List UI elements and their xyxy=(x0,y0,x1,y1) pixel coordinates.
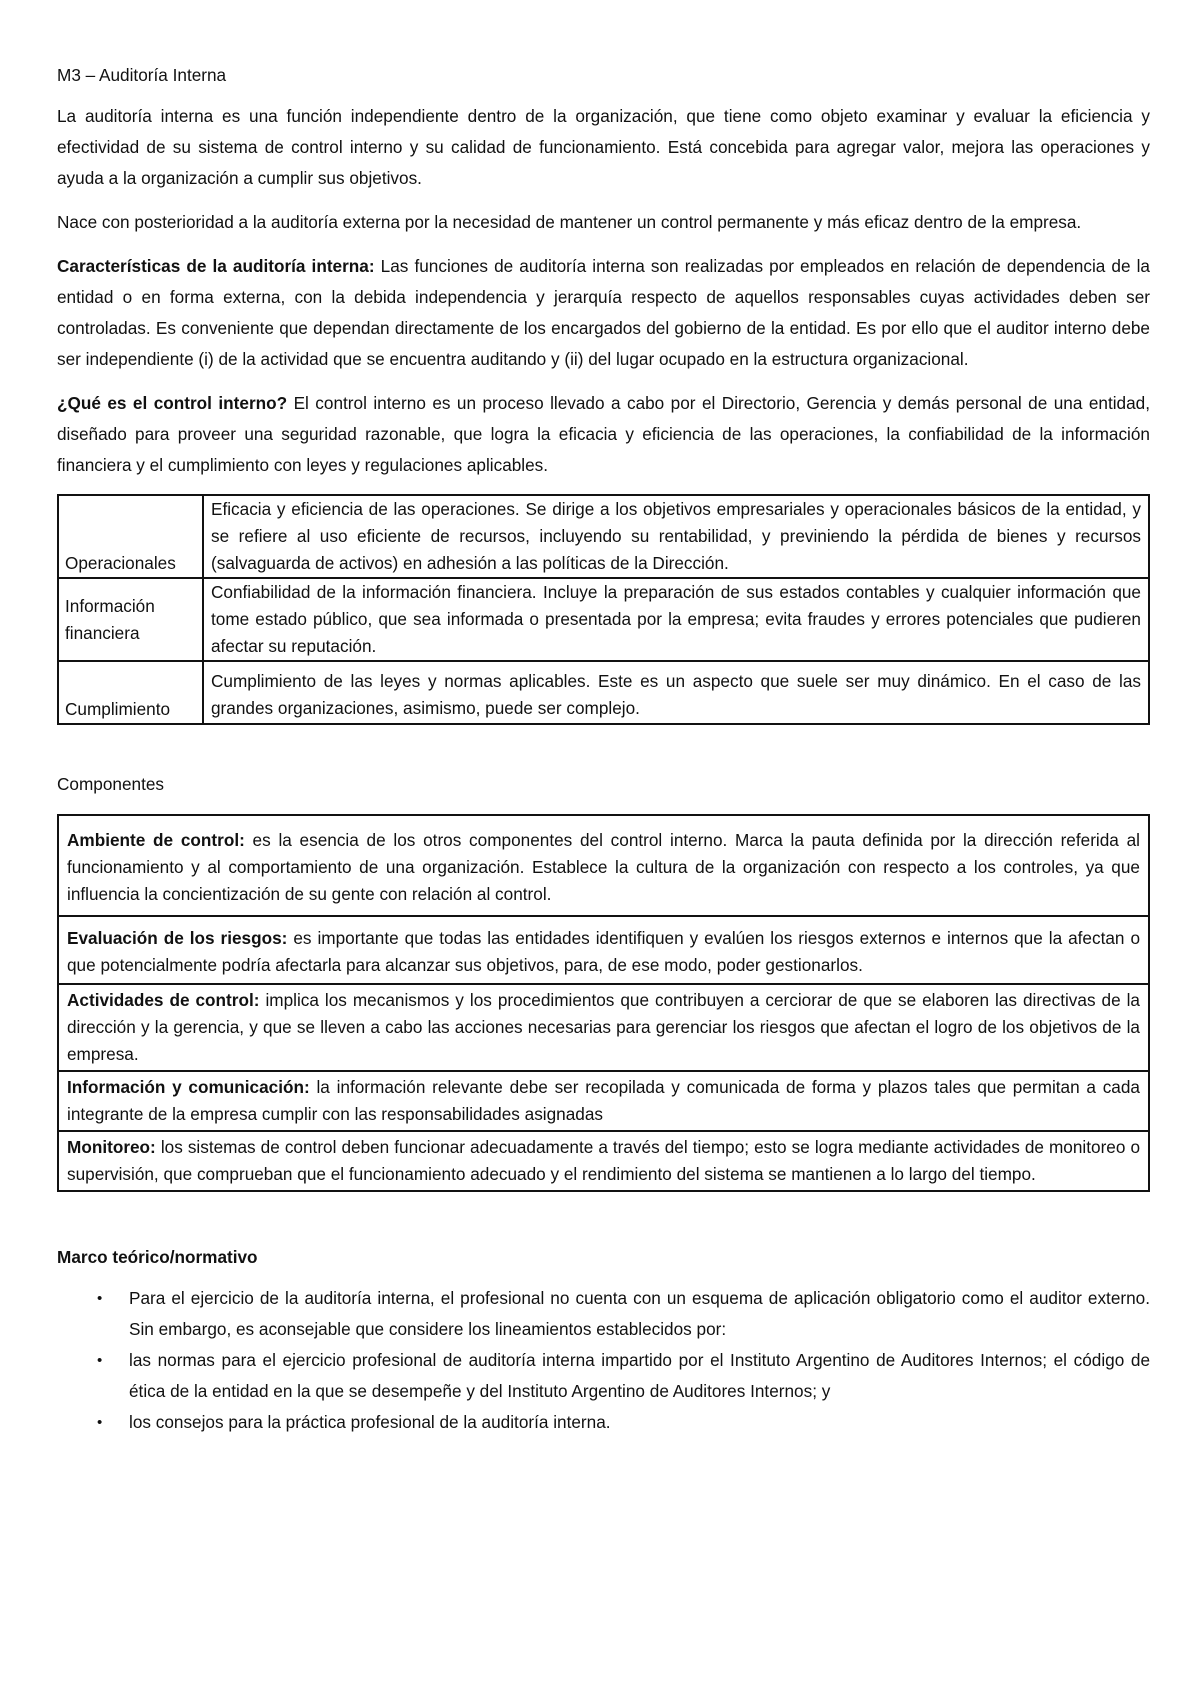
componente-text: es importante que todas las entidades identifiquen y evalúen los riesgos externos e internos que la afectan o que potencialmente podría afectarla para alcanzar sus objetivos, para, de ese modo, poder gestionarlos. xyxy=(67,928,1140,975)
objetivo-label: Cumplimiento xyxy=(58,661,203,724)
list-item xyxy=(57,1407,1150,1438)
list-item xyxy=(57,1283,1150,1345)
table-row xyxy=(58,984,1149,1071)
componente-label: Monitoreo: xyxy=(67,1137,156,1157)
table-row xyxy=(58,495,1149,578)
componente-label: Actividades de control: xyxy=(67,990,260,1010)
componente-label: Ambiente de control: xyxy=(67,830,245,850)
document-content xyxy=(57,60,1150,1438)
table-row xyxy=(58,815,1149,916)
list-item-text: las normas para el ejercicio profesional de auditoría interna impartido por el Instituto Argentino de Auditores Internos; el código de ética de la entidad en la que se desempeñe y del Instituto Argentino de Auditores Internos; y xyxy=(129,1350,1150,1401)
bullet-icon: • xyxy=(97,1414,103,1431)
objetivo-text: Confiabilidad de la información financiera. Incluye la preparación de sus estados contables y cualquier información que tome estado público, que sea informada o presentada por la empresa; evita fraudes y errores potenciales que pudieren afectar su reputación. xyxy=(203,578,1149,661)
componente-text: es la esencia de los otros componentes del control interno. Marca la pauta definida por la dirección referida al funcionamiento y al comportamiento de una organización. Establece la cultura de la organización con respecto a los controles, ya que influencia la concientización de su gente con relación al control. xyxy=(67,830,1140,904)
componente-cell xyxy=(58,1131,1149,1191)
objetivo-label: Información financiera xyxy=(58,578,203,661)
marco-heading xyxy=(57,1242,1150,1273)
control-interno-text: El control interno es un proceso llevado a cabo por el Directorio, Gerencia y demás personal de una entidad, diseñado para proveer una seguridad razonable, que logra la eficacia y eficiencia de las operaciones, la confiabilidad de la información financiera y el cumplimiento con leyes y regulaciones aplicables. xyxy=(57,393,1151,475)
intro-paragraph: La auditoría interna es una función independiente dentro de la organización, que tiene como objeto examinar y evaluar la eficiencia y efectividad de su sistema de control interno y su calidad de funcionamiento. Está concebida para agregar valor, mejora las operaciones y ayuda a la organización a cumplir sus objetivos. xyxy=(57,106,1150,188)
bullet-icon: • xyxy=(97,1290,103,1307)
componente-label: Evaluación de los riesgos: xyxy=(67,928,288,948)
caracteristicas-text: Las funciones de auditoría interna son realizadas por empleados en relación de dependencia de la entidad o en forma externa, con la debida independencia y jerarquía respecto de aquellos responsables cuyas actividades deben ser controladas. Es conveniente que dependan directamente de los encargados del gobierno de la entidad. Es por ello que el auditor interno debe ser independiente (i) de la actividad que se encuentra auditando y (ii) del lugar ocupado en la estructura organizacional. xyxy=(57,256,1150,369)
componente-cell xyxy=(58,916,1149,984)
marco-heading-text: Marco teórico/normativo xyxy=(57,1247,258,1267)
intro-paragraph: Nace con posterioridad a la auditoría externa por la necesidad de mantener un control permanente y más eficaz dentro de la empresa. xyxy=(57,212,1082,232)
table-row xyxy=(58,1071,1149,1131)
componente-text: los sistemas de control deben funcionar adecuadamente a través del tiempo; esto se logra mediante actividades de monitoreo o supervisión, que comprueban que el funcionamiento adecuado y el rendimiento del sistema se mantienen a lo largo del tiempo. xyxy=(67,1137,1140,1184)
control-interno-label: ¿Qué es el control interno? xyxy=(57,393,288,413)
table-row xyxy=(58,578,1149,661)
caracteristicas-paragraph xyxy=(57,251,1150,375)
componente-cell xyxy=(58,1071,1149,1131)
table-row xyxy=(58,916,1149,984)
componente-text: la información relevante debe ser recopilada y comunicada de forma y plazos tales que permitan a cada integrante de la empresa cumplir con las responsabilidades asignadas xyxy=(67,1077,1140,1124)
bullet-icon: • xyxy=(97,1352,103,1369)
list-item xyxy=(57,1345,1150,1407)
componente-text: implica los mecanismos y los procedimientos que contribuyen a cerciorar de que se elaboren las directivas de la dirección y la gerencia, y que se lleven a cabo las acciones necesarias para gerenciar los riesgos que afectan el logro de los objetivos de la empresa. xyxy=(67,990,1140,1064)
objetivo-text: Eficacia y eficiencia de las operaciones. Se dirige a los objetivos empresariales y operacionales básicos de la entidad, y se refiere al uso eficiente de recursos, incluyendo su rentabilidad, y previniendo la pérdida de bienes y recursos (salvaguarda de activos) en adhesión a las políticas de la Dirección. xyxy=(203,495,1149,578)
table-row xyxy=(58,661,1149,724)
componente-cell xyxy=(58,815,1149,916)
list-item-text: los consejos para la práctica profesional de la auditoría interna. xyxy=(129,1412,611,1432)
componentes-table xyxy=(57,814,1150,1192)
componente-label: Información y comunicación: xyxy=(67,1077,310,1097)
objetivos-table xyxy=(57,494,1150,725)
control-interno-paragraph xyxy=(57,388,1150,481)
componente-cell xyxy=(58,984,1149,1071)
objetivo-label: Operacionales xyxy=(58,495,203,578)
objetivo-text: Cumplimiento de las leyes y normas aplicables. Este es un aspecto que suele ser muy dinámico. En el caso de las grandes organizaciones, asimismo, puede ser complejo. xyxy=(203,661,1149,724)
table-row xyxy=(58,1131,1149,1191)
list-item-text: Para el ejercicio de la auditoría interna, el profesional no cuenta con un esquema de aplicación obligatorio como el auditor externo. Sin embargo, es aconsejable que considere los lineamientos establecidos por: xyxy=(129,1288,1150,1339)
caracteristicas-label: Características de la auditoría interna: xyxy=(57,256,375,276)
componentes-heading: Componentes xyxy=(57,774,165,794)
marco-list xyxy=(57,1283,1150,1438)
document-title: M3 – Auditoría Interna xyxy=(57,65,227,85)
